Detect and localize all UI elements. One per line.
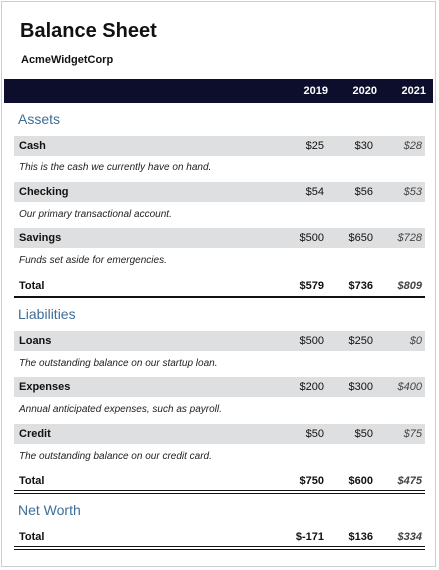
row-cash (14, 136, 425, 156)
row-liabilities-total (14, 471, 425, 491)
row-savings (14, 228, 425, 248)
value-2021: $728 (397, 232, 422, 244)
total-2019: $-171 (295, 531, 324, 543)
value-2021: $0 (409, 335, 422, 347)
row-label: Savings (19, 232, 62, 244)
row-assets-total (14, 276, 425, 296)
value-2020: $50 (354, 428, 373, 440)
value-2019: $500 (299, 232, 324, 244)
value-2020: $30 (354, 140, 373, 152)
row-description-cash: This is the cash we currently have on hand. (19, 162, 212, 173)
value-2019: $54 (305, 186, 324, 198)
total-double-rule (14, 490, 425, 494)
company-name: AcmeWidgetCorp (21, 54, 114, 66)
value-2021: $28 (403, 140, 422, 152)
row-label: Loans (19, 335, 52, 347)
value-2021: $53 (403, 186, 422, 198)
row-expenses (14, 377, 425, 397)
row-label: Total (19, 280, 45, 292)
row-loans (14, 331, 425, 351)
value-2019: $50 (305, 428, 324, 440)
row-label: Total (19, 531, 45, 543)
value-2019: $500 (299, 335, 324, 347)
value-2020: $56 (354, 186, 373, 198)
year-header-2019: 2019 (303, 85, 328, 97)
row-label: Cash (19, 140, 46, 152)
total-2021: $334 (397, 531, 422, 543)
year-header-2021: 2021 (401, 85, 426, 97)
section-title-assets: Assets (18, 111, 61, 127)
row-description-credit: The outstanding balance on our credit card. (19, 451, 212, 462)
value-2020: $650 (348, 232, 373, 244)
total-double-rule (14, 546, 425, 550)
row-credit (14, 424, 425, 444)
total-2021: $809 (397, 280, 422, 292)
row-label: Expenses (19, 381, 71, 393)
row-description-expenses: Annual anticipated expenses, such as payroll. (19, 404, 222, 415)
year-header-bar (4, 79, 433, 103)
page-title: Balance Sheet (20, 20, 157, 42)
total-2020: $136 (348, 531, 373, 543)
year-header-2020: 2020 (352, 85, 377, 97)
row-checking (14, 182, 425, 202)
row-description-loans: The outstanding balance on our startup loan. (19, 358, 218, 369)
value-2019: $200 (299, 381, 324, 393)
section-title-net-worth: Net Worth (18, 502, 81, 518)
total-2019: $579 (299, 280, 324, 292)
row-description-checking: Our primary transactional account. (19, 209, 172, 220)
value-2020: $300 (348, 381, 373, 393)
row-label: Total (19, 475, 45, 487)
value-2021: $75 (403, 428, 422, 440)
row-net-worth-total (14, 527, 425, 547)
row-description-savings: Funds set aside for emergencies. (19, 255, 167, 266)
value-2021: $400 (397, 381, 422, 393)
total-rule (14, 296, 425, 298)
row-label: Checking (19, 186, 69, 198)
section-title-liabilities: Liabilities (18, 306, 76, 322)
total-2021: $475 (397, 475, 422, 487)
row-label: Credit (19, 428, 51, 440)
total-2019: $750 (299, 475, 324, 487)
total-2020: $736 (348, 280, 373, 292)
value-2019: $25 (305, 140, 324, 152)
value-2020: $250 (348, 335, 373, 347)
total-2020: $600 (348, 475, 373, 487)
